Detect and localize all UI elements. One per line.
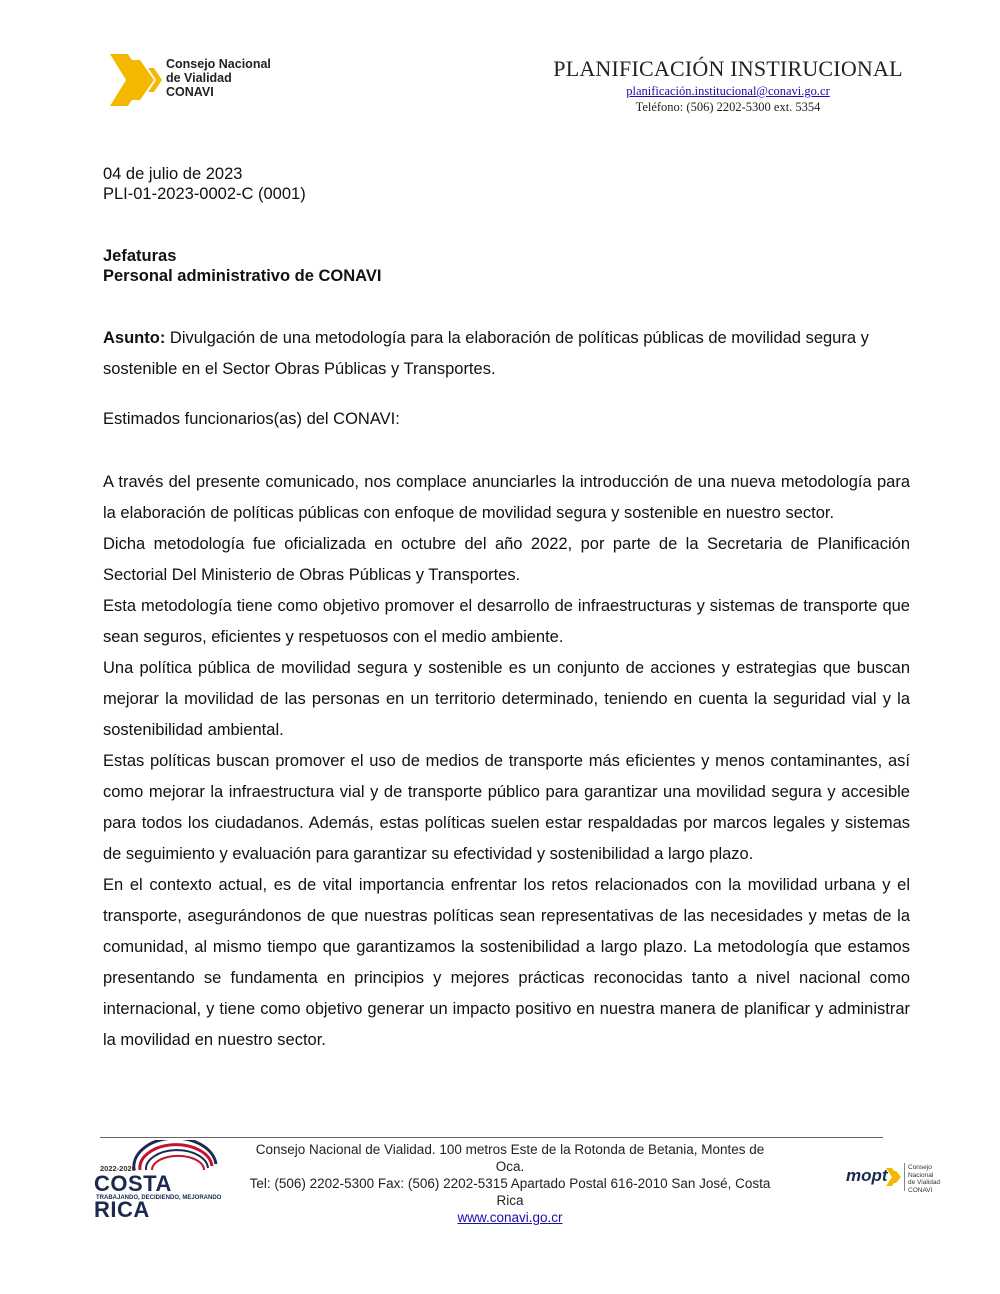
paragraph: Esta metodología tiene como objetivo promover el desarrollo de infraestructuras y sistemas de transporte que sean seguros, eficientes y respetuosos con el medio ambiente. [103,597,910,646]
logo-line-1: Consejo Nacional [166,57,271,71]
department-title: PLANIFICACIÓN INSTIRUCIONAL [553,56,903,81]
paragraph: Dicha metodología fue oficializada en octubre del año 2022, por parte de la Secretaria de Planificación Sectorial Del Ministerio de Obras Públicas y Transportes. [103,535,910,584]
mopt-logo [846,1160,956,1194]
greeting: Estimados funcionarios(as) del CONAVI: [103,410,400,428]
letter-body [103,467,910,1056]
recipients [103,246,910,286]
subject-text: Divulgación de una metodología para la elaboración de políticas públicas de movilidad segura y sostenible en el Sector Obras Públicas y Transportes. [103,329,869,378]
document-reference: PLI-01-2023-0002-C (0001) [103,185,306,203]
mopt-side-text [908,1164,956,1194]
footer-website-link[interactable]: www.conavi.go.cr [457,1210,563,1225]
costa-rica-name: COSTA RICA [94,1171,172,1222]
department-email-link[interactable]: planificación.institucional@conavi.go.cr [626,84,830,98]
conavi-logo [104,50,294,112]
mopt-side-line-3: CONAVI [908,1186,933,1194]
mopt-name: mopt [846,1166,888,1185]
paragraph: En el contexto actual, es de vital importancia enfrentar los retos relacionados con la movilidad urbana y el transporte, asegurándonos de que nuestras políticas sean representativas de las necesidades y metas de la comunidad, al mismo tiempo que garantizamos la sostenibilidad a largo plazo. La metodología que estamos presentando se fundamenta en principios y mejores prácticas reconocidas tanto a nivel nacional como internacional, y tiene como objetivo generar un impacto positivo en nuestra manera de planificar y administrar la movilidad en nuestro sector. [103,876,910,1049]
mopt-side-line-2: de Vialidad [908,1179,941,1186]
department-phone: Teléfono: (506) 2202-5300 ext. 5354 [635,100,821,114]
paragraph: Una política pública de movilidad segura y sostenible es un conjunto de acciones y estrategias que buscan mejorar la movilidad de las personas en un territorio determinado, teniendo en cuenta la seguridad vial y la sostenibilidad ambiental. [103,659,910,739]
paragraph: Estas políticas buscan promover el uso de medios de transporte más eficientes y menos contaminantes, así como mejorar la infraestructura vial y de transporte público para garantizar una movilidad segura y accesible para todos los ciudadanos. Además, estas políticas suelen estar respaldadas por marcos legales y sistemas de seguimiento y evaluación para garantizar su efectividad y sostenibilidad a largo plazo. [103,752,910,863]
logo-line-3: CONAVI [166,85,214,99]
footer-phones: Tel: (506) 2202-5300 Fax: (506) 2202-5315 Apartado Postal 616-2010 San José, Costa Rica [249,1176,771,1208]
mopt-side-line-1: Consejo Nacional [908,1164,934,1179]
conavi-chevron-icon [104,50,164,110]
costa-rica-logo [94,1140,224,1222]
costa-rica-slogan: TRABAJANDO, DECIDIENDO, MEJORANDO [96,1195,222,1201]
document-meta [103,164,910,204]
mopt-chevron-icon [886,1168,902,1186]
recipient-1: Jefaturas [103,247,177,265]
footer-divider [100,1137,883,1138]
document-date: 04 de julio de 2023 [103,165,243,183]
logo-line-2: de Vialidad [166,71,232,85]
recipient-2: Personal administrativo de CONAVI [103,267,382,285]
subject-label: Asunto: [103,329,166,347]
costa-rica-years: 2022-2026 [100,1164,136,1173]
mopt-divider [904,1163,905,1191]
paragraph: A través del presente comunicado, nos complace anunciarles la introducción de una nueva metodología para la elaboración de políticas públicas con enfoque de movilidad segura y sostenible en nuestro sector. [103,473,910,522]
department-header [538,56,918,115]
footer-contact [240,1141,780,1226]
subject [103,323,910,385]
footer-address: Consejo Nacional de Vialidad. 100 metros Este de la Rotonda de Betania, Montes de Oca. [255,1142,765,1174]
